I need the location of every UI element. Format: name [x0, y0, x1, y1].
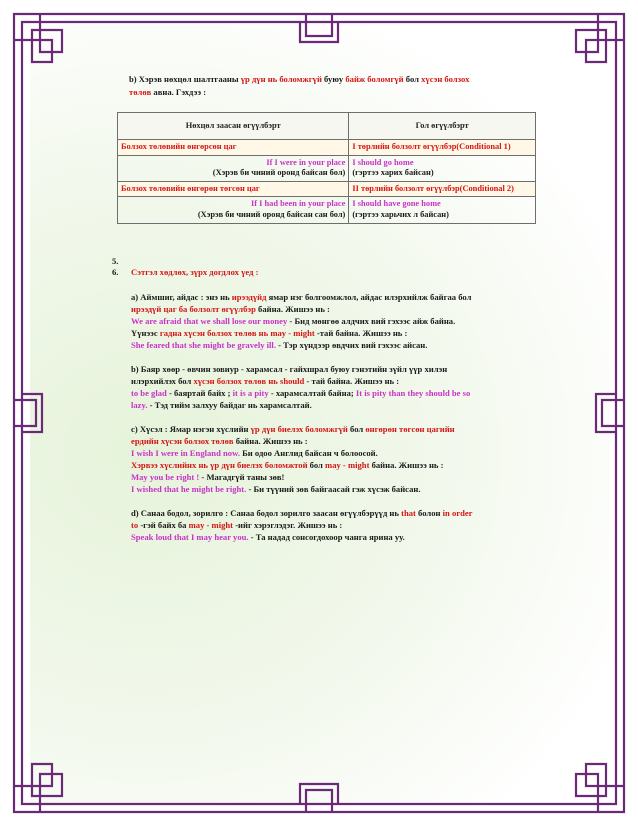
text-run: b) Баяр хөөр - өвчин зовиур - харамсал - гайхшрал буюу гэнэтийн зүйл үүр хилэн	[131, 364, 448, 374]
para-a-line	[131, 304, 330, 315]
conditional-table	[117, 112, 536, 224]
table-header-row	[118, 113, 536, 140]
list-number: 5.	[112, 256, 119, 266]
example-translation: (гэртээ харих байсан)	[352, 168, 434, 178]
para-a-line	[131, 340, 427, 351]
intro-line-1	[129, 74, 469, 85]
intro-line-2	[129, 87, 206, 98]
example-english: If I were in your place	[266, 157, 346, 167]
example-english: I should have gone home	[352, 199, 441, 209]
text-run: I wished that he might be right.	[131, 484, 247, 494]
text-run: lazy.	[131, 400, 148, 410]
intro-text: b) Хэрэв нөхцөл шалтгааны	[129, 74, 241, 84]
text-run: to be glad	[131, 388, 167, 398]
text-run: c) Хүсэл : Ямар нэгэн хүслийн	[131, 424, 251, 434]
text-run: We are afraid that we shall lose our money	[131, 316, 288, 326]
table-cell	[118, 155, 349, 181]
text-run: - тай байна. Жишээ нь :	[304, 376, 400, 386]
intro-highlight: үр дүн нь боломжгүй	[240, 74, 322, 84]
text-run: - харамсалтай байна;	[268, 388, 356, 398]
text-run: болон	[415, 508, 443, 518]
text-run: It is pity than they should be so	[355, 388, 471, 398]
text-run: ирээдүй цаг ба болзолт өгүүлбэр	[131, 304, 256, 314]
intro-text: авна. Гэхдээ :	[151, 87, 207, 97]
para-b-line	[131, 364, 447, 375]
para-b-line	[131, 400, 312, 411]
text-run: гадна хүсэн болзох төлөв нь may - might	[159, 328, 315, 338]
text-run: -ийг хэрэглэдэг. Жишээ нь :	[233, 520, 343, 530]
table-cell	[118, 197, 349, 223]
table-cell: Болзох төлөвийн өнгөрөн төгсөн цаг	[118, 181, 349, 197]
intro-text: бол	[403, 74, 422, 84]
text-run: may - might	[325, 460, 370, 470]
para-d-line	[131, 520, 342, 531]
text-run: that	[401, 508, 416, 518]
text-run: it is a pity	[232, 388, 269, 398]
intro-text: буюу	[321, 74, 346, 84]
table-row	[118, 155, 536, 181]
para-d-line	[131, 532, 405, 543]
para-c-line	[131, 424, 455, 435]
text-run: ямар нэг болгоомжлол, айдас илэрхийлж байгаа бол	[266, 292, 472, 302]
text-run: a) Аймшиг, айдас : энэ нь	[131, 292, 232, 302]
text-run: - баяртай байх ;	[166, 388, 233, 398]
text-run: Би одоо Англид байсан ч болоосой.	[239, 448, 378, 458]
text-run: She feared that she might be gravely ill.	[131, 340, 276, 350]
text-run: may - might	[188, 520, 234, 530]
text-run: үр дүн биелэх боломжгүй	[250, 424, 348, 434]
para-c-line	[131, 484, 420, 495]
example-translation: (гэртээ харьчих л байсан)	[352, 209, 449, 219]
text-run: илэрхийлэх бол	[131, 376, 194, 386]
table-row	[118, 140, 536, 156]
text-run: - Бид мөнгөө алдчих вий гэхээс айж байна.	[287, 316, 456, 326]
text-run: байна. Жишээ нь :	[369, 460, 444, 470]
text-run: бол	[307, 460, 326, 470]
text-run: ирээдүйд	[231, 292, 267, 302]
text-run: - Магадгүй таны зөв!	[199, 472, 285, 482]
table-cell: II төрлийн болзолт өгүүлбэр(Conditional 2)	[349, 181, 536, 197]
text-run: хүсэн болзох төлөв нь should	[193, 376, 305, 386]
para-c-line	[131, 448, 378, 459]
example-translation: (Хэрэв би чиний оронд байсан сан бол)	[197, 209, 346, 219]
text-run: - Тэд тийм залхуу байдаг нь харамсалтай.	[147, 400, 312, 410]
para-d-line	[131, 508, 472, 519]
text-run: - Та надад сонсогдохоор чанга ярина уу.	[248, 532, 405, 542]
table-header: Гол өгүүлбэрт	[349, 113, 536, 140]
para-a-line	[131, 316, 455, 327]
text-run: -гэй байх ба	[138, 520, 189, 530]
para-c-line	[131, 460, 443, 471]
intro-highlight: төлөв	[129, 87, 152, 97]
intro-highlight: хүсэн болзох	[421, 74, 470, 84]
list-number: 6.	[112, 267, 119, 277]
text-run: -тай байна. Жишээ нь :	[314, 328, 408, 338]
text-run: to	[131, 520, 139, 530]
table-cell	[349, 197, 536, 223]
para-b-line	[131, 376, 399, 387]
table-row	[118, 197, 536, 223]
text-run: байна. Жишээ нь :	[255, 304, 330, 314]
text-run: in order	[442, 508, 473, 518]
text-run: Хэрвээ хүслийнх нь үр дүн биелэх боломжтой	[131, 460, 308, 470]
table-cell: Болзох төлөвийн өнгөрсөн цаг	[118, 140, 349, 156]
table-cell: I төрлийн болзолт өгүүлбэр(Conditional 1)	[349, 140, 536, 156]
text-run: Үүнээс	[131, 328, 160, 338]
text-run: ердийн хүсэн болзох төлөв	[131, 436, 234, 446]
section-heading: Сэтгэл хөдлөх, зүрх догдлох үед :	[131, 267, 259, 277]
para-c-line	[131, 436, 308, 447]
example-english: I should go home	[352, 157, 414, 167]
text-run: - Би түүний зөв байгаасай гэж хүсэж байсан.	[246, 484, 421, 494]
table-row	[118, 181, 536, 197]
example-translation: (Хэрэв би чиний оронд байсан бол)	[212, 168, 346, 178]
intro-highlight: байж боломгүй	[345, 74, 404, 84]
text-run: өнгөрөн төгсөн цагийн	[365, 424, 455, 434]
para-b-line	[131, 388, 470, 399]
text-run: бол	[347, 424, 366, 434]
para-a-line	[131, 328, 407, 339]
example-english: If I had been in your place	[251, 199, 346, 209]
para-a-line	[131, 292, 471, 303]
text-run: I wish I were in England now.	[131, 448, 240, 458]
table-header: Нөхцөл заасан өгүүлбэрт	[118, 113, 349, 140]
text-run: d) Санаа бодол, зорилго : Санаа бодол зорилго заасан өгүүлбэрүүд нь	[131, 508, 402, 518]
table-cell	[349, 155, 536, 181]
para-c-line	[131, 472, 284, 483]
text-run: Speak loud that I may hear you.	[131, 532, 249, 542]
text-run: - Тэр хүндээр өвдчих вий гэхээс айсан.	[275, 340, 428, 350]
text-run: байна. Жишээ нь :	[233, 436, 308, 446]
text-run: May you be right !	[131, 472, 200, 482]
